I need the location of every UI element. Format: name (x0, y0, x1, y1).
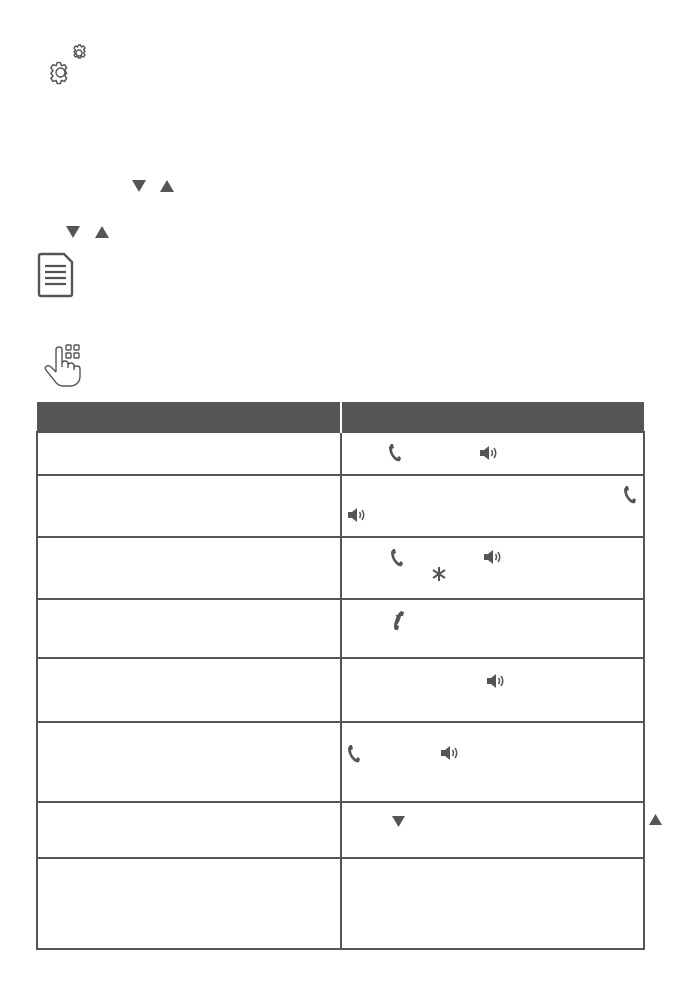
triangle-down-icon (392, 816, 405, 827)
table-cell (37, 858, 341, 949)
table-cell (341, 432, 645, 475)
triangle-up-icon (160, 180, 174, 192)
table-cell (341, 858, 645, 949)
table-row (37, 722, 644, 802)
table-cell (37, 537, 341, 599)
table-cell (341, 658, 645, 722)
table-row (37, 537, 644, 599)
hand-keypad-icon (40, 342, 86, 388)
table-row (37, 858, 644, 949)
triangle-down-icon (132, 180, 146, 192)
speaker-icon (486, 672, 506, 690)
table-cell (341, 722, 645, 802)
table-cell (37, 475, 341, 537)
speaker-icon (479, 444, 499, 462)
table-row (37, 658, 644, 722)
document-note-icon (36, 252, 76, 298)
table-cell (37, 432, 341, 475)
table-cell (37, 802, 341, 859)
feature-table (36, 402, 645, 950)
speaker-icon (440, 744, 460, 762)
table-row (37, 802, 644, 859)
phone-handset-icon (623, 485, 637, 505)
table-row (37, 599, 644, 659)
table-row (37, 475, 644, 537)
phone-handset-icon (347, 744, 361, 764)
table-cell (341, 475, 645, 537)
speaker-icon (483, 548, 503, 566)
table-cell (37, 599, 341, 659)
gears-icon (44, 42, 90, 88)
table-header-row (37, 402, 644, 432)
triangle-up-icon (95, 226, 109, 238)
speaker-icon (347, 506, 367, 524)
table-cell (341, 537, 645, 599)
table-cell (37, 722, 341, 802)
table-header-cell (341, 402, 645, 432)
phone-handset-icon (390, 548, 404, 568)
mute-icon (392, 610, 406, 632)
phone-handset-icon (388, 443, 402, 463)
table-cell (341, 599, 645, 659)
table-cell (37, 658, 341, 722)
flash-icon (432, 566, 446, 582)
table-cell (341, 802, 645, 859)
table-row (37, 432, 644, 475)
table-header-cell (37, 402, 341, 432)
triangle-up-icon (649, 814, 662, 825)
triangle-down-icon (66, 226, 80, 238)
